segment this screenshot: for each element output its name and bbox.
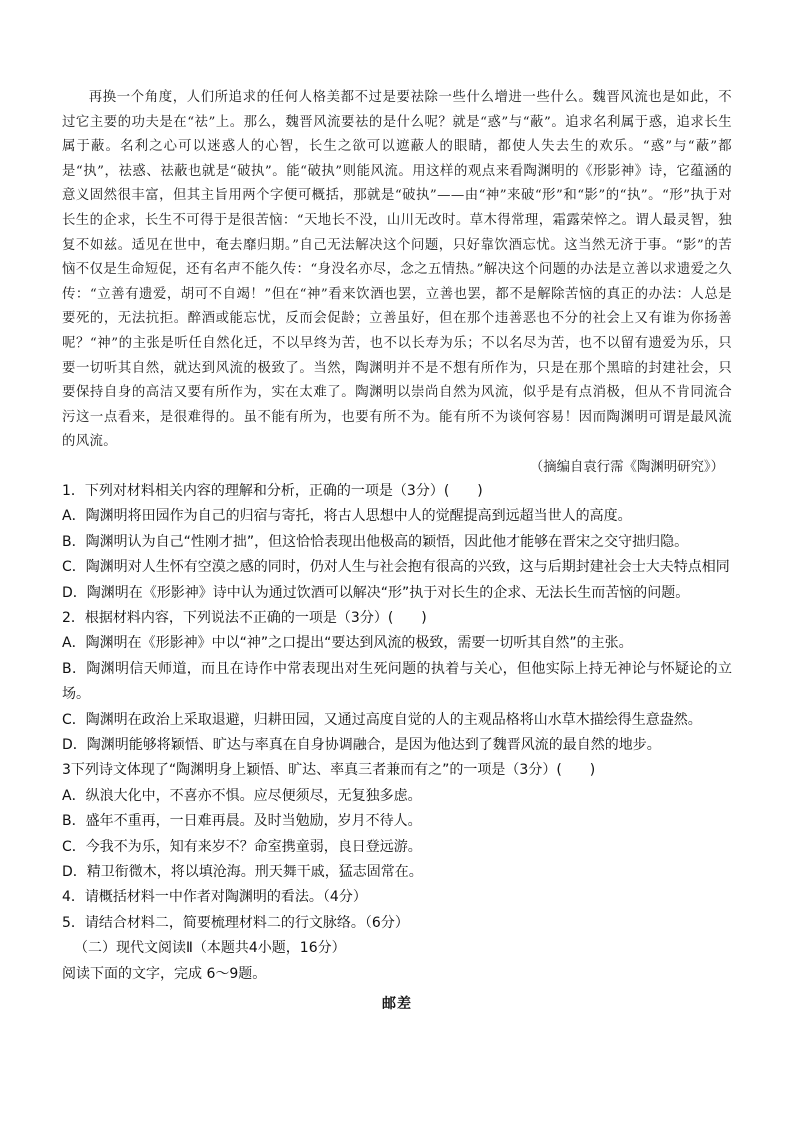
question-5: 5．请结合材料二，简要梳理材料二的行文脉络。（6分） <box>62 914 409 931</box>
question-2-option-b: B．陶渊明信天师道，而且在诗作中常表现出对生死问题的执着与关心，但他实际上持无神论与怀疑论的立场。 <box>62 660 732 703</box>
section-2-heading: （二）现代文阅读Ⅱ（本题共4小题，16分） <box>74 940 346 957</box>
question-3-option-a: A．纵浪大化中，不喜亦不惧。应尽便须尽，无复独多虑。 <box>62 787 422 804</box>
question-1-option-b: B．陶渊明认为自己“性刚才拙”，但这恰恰表现出他极高的颖悟，因此他才能够在晋宋之交守拙归隐。 <box>62 533 689 550</box>
passage-source: （摘编自袁行霈《陶渊明研究》） <box>529 459 724 475</box>
question-3-option-d: D．精卫衔微木，将以填沧海。刑天舞干戚，猛志固常在。 <box>62 864 423 880</box>
question-1-stem: 1．下列对材料相关内容的理解和分析，正确的一项是（3分）( ) <box>62 482 483 499</box>
question-1-option-d: D．陶渊明在《形影神》诗中认为通过饮酒可以解决“形”执于对长生的企求、无法长生而苦恼的问题。 <box>62 584 690 601</box>
question-1-option-a: A．陶渊明将田园作为自己的归宿与寄托，将古人思想中人的觉醒提高到远超当世人的高度。 <box>62 508 632 525</box>
section-2-instruction: 阅读下面的文字，完成 6～9题。 <box>62 965 267 982</box>
question-2-option-c: C．陶渊明在政治上采取退避，归耕田园，又通过高度自觉的人的主观品格将山水草木描绘得生意盎然。 <box>62 711 702 728</box>
reading-passage: 再换一个角度，人们所追求的任何人格美都不过是要祛除一些什么增进一些什么。魏晋风流也是如此，不过它主要的功夫是在“祛”上。那么，魏晋风流要祛的是什么呢？就是“惑”与“蔽”。追求名利属于惑，追求长生属于蔽。名利之心可以迷惑人的心智，长生之欲可以遮蔽人的眼睛，都使人失去生的欢乐。“惑”与“蔽”都是“执”，祛惑、祛蔽也就是“破执”。能“破执”则能风流。用这样的观点来看陶渊明的《形影神》诗，它蕴涵的意义固然很丰富，但其主旨用两个字便可概括，那就是“破执”——由“神”来破“形”和“影”的“执”。“形”执于对长生的企求，长生不可得于是很苦恼：“天地长不没，山川无改时。草木得常理，霜露荣悴之。谓人最灵智，独复不如兹。适见在世中，奄去靡归期。”自己无法解决这个问题，只好靠饮酒忘忧。这当然无济于事。“影”的苦恼不仅是生命短促，还有名声不能久传：“身没名亦尽，念之五情热。”解决这个问题的办法是立善以求遗爱之久传：“立善有遗爱，胡可不自竭！”但在“神”看来饮酒也罢，立善也罢，都不是解除苦恼的真正的办法：人总是要死的，无法抗拒。醉酒或能忘忧，反而会促龄；立善虽好，但在那个违善恶也不分的社会上又有谁为你扬善呢？“神”的主张是听任自然化迁，不以早终为苦，也不以长寿为乐；不以名尽为苦，也不以留有遗爱为乐，只要一切听其自然，就达到风流的极致了。当然，陶渊明并不是不想有所作为，只是在那个黑暗的封建社会，只要保持自身的高洁又要有所作为，实在太难了。陶渊明以崇尚自然为风流，似乎是有点消极，但从不肯同流合污这一点看来，是很难得的。虽不能有所为，也要有所不为。能有所不为谈何容易！因而陶渊明可谓是最风流的风流。 <box>62 90 732 450</box>
question-2-option-d: D．陶渊明能够将颖悟、旷达与率真在自身协调融合，是因为他达到了魏晋风流的最自然的地步。 <box>62 736 661 753</box>
question-4: 4．请概括材料一中作者对陶渊明的看法。（4分） <box>62 889 367 906</box>
question-2-stem: 2．根据材料内容，下列说法不正确的一项是（3分）( ) <box>62 609 427 626</box>
question-3-stem: 3下列诗文体现了“陶渊明身上颖悟、旷达、率真三者兼而有之”的一项是（3分）( ) <box>62 762 596 779</box>
story-title: 邮差 <box>382 996 412 1013</box>
question-2-option-a: A．陶渊明在《形影神》中以“神”之口提出“要达到风流的极致，需要一切听其自然”的主张。 <box>62 635 633 652</box>
exam-page <box>62 86 732 1013</box>
question-block <box>62 479 732 987</box>
question-3-option-c: C．今我不为乐，知有来岁不？命室携童弱，良日登远游。 <box>62 838 422 855</box>
question-1-option-c: C．陶渊明对人生怀有空漠之感的同时，仍对人生与社会抱有很高的兴致，这与后期封建社会士大夫特点相同 <box>62 559 730 576</box>
question-3-option-b: B．盛年不重再，一日难再晨。及时当勉励，岁月不待人。 <box>62 813 422 830</box>
